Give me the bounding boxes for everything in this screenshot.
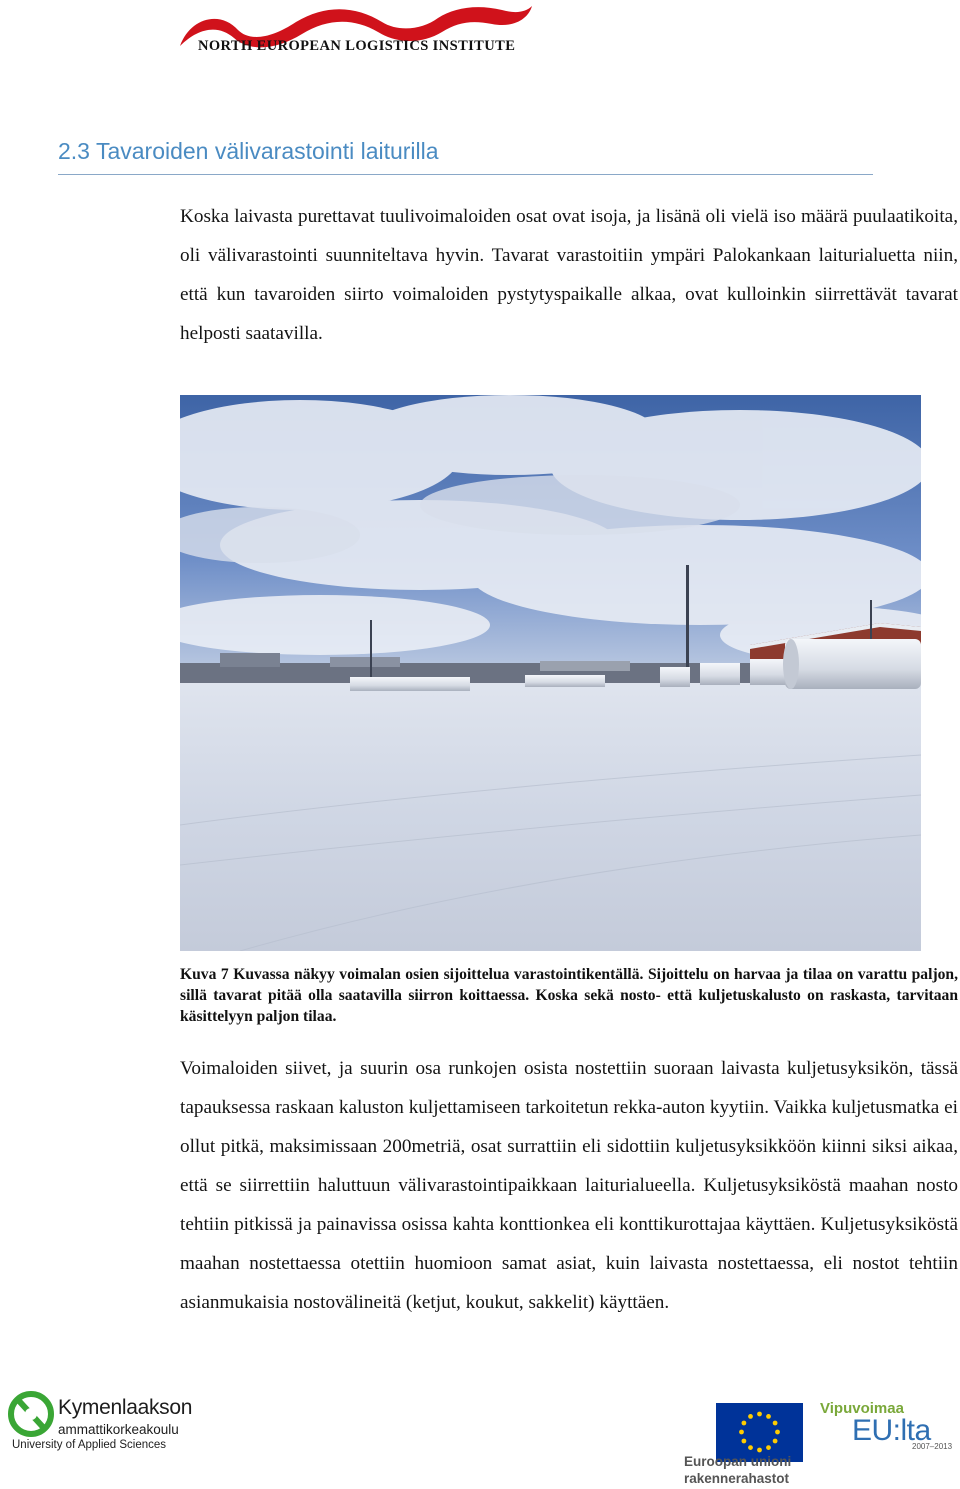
vipuvoimaa-years: 2007–2013 [912,1442,953,1451]
figure-caption: Kuva 7 Kuvassa näkyy voimalan osien sijoittelua varastointikentällä. Sijoittelu on harvaa ja tilaa on varattu paljon, sillä tavarat pitää olla saatavilla siirron koittaessa. Koska sekä nosto- että kuljetuskalusto on raskasta, tarvitaan käsittelyyn paljon tilaa. [180,966,958,1025]
vipuvoimaa-logo [812,1400,958,1456]
section-heading: 2.3 Tavaroiden välivarastointi laiturilla [58,138,439,164]
vipuvoimaa-title: Vipuvoimaa [820,1400,904,1417]
heading-divider [58,174,873,175]
logo-text: NORTH EUROPEAN LOGISTICS INSTITUTE [198,38,516,54]
intro-paragraph: Koska laivasta purettavat tuulivoimaloiden osat ovat isoja, ja lisänä oli vielä iso määrä puulaatikoita, oli välivarastointi suunniteltava hyvin. Tavarat varastoitiin ympäri Palokankaan laiturialuetta niin, että kun tavaroiden siirto voimaloiden pystytyspaikalle alkaa, ovat kulloinkin siirrettävät tavarat helposti saatavilla. [180,206,958,344]
kyamk-logo [8,1390,193,1460]
kyamk-name: Kymenlaakson [58,1396,193,1419]
kyamk-emblem-icon [8,1390,54,1438]
storage-yard-photo [180,395,921,951]
kyamk-subname: ammattikorkeakoulu [58,1422,179,1437]
eu-line-2: rakennerahastot [684,1471,790,1486]
nel-logo [176,0,536,60]
vipuvoimaa-eu-text: EU:lta [852,1414,931,1447]
eu-line-1: Euroopan unioni [684,1454,792,1469]
body-paragraph: Voimaloiden siivet, ja suurin osa runkojen osista nostettiin suoraan laivasta kuljetusyksikön, tässä tapauksessa raskaan kaluston kuljettamiseen tarkoitetun rekka-auton kyytiin. Vaikka kuljetusmatka ei ollut pitkä, maksimissaan 200metriä, osat surrattiin eli sidottiin kuljetusyksikköön kiinni siksi aikaa, että se siirrettiin haluttuun välivarastointipaikkaan laiturialueella. Kuljetusyksiköstä maahan nosto tehtiin pitkissä ja painavissa osissa kahta konttionkea eli konttikurottajaa käyttäen. Kuljetusyksiköstä maahan nostettaessa otettiin huomioon samat asiat, kuin laivasta nostettaessa, eli nostot tehtiin asianmukaisia nostovälineitä (ketjut, koukut, sakkelit) käyttäen. [180,1058,958,1313]
kyamk-tagline: University of Applied Sciences [12,1439,167,1451]
eu-fund-text [684,1453,834,1487]
